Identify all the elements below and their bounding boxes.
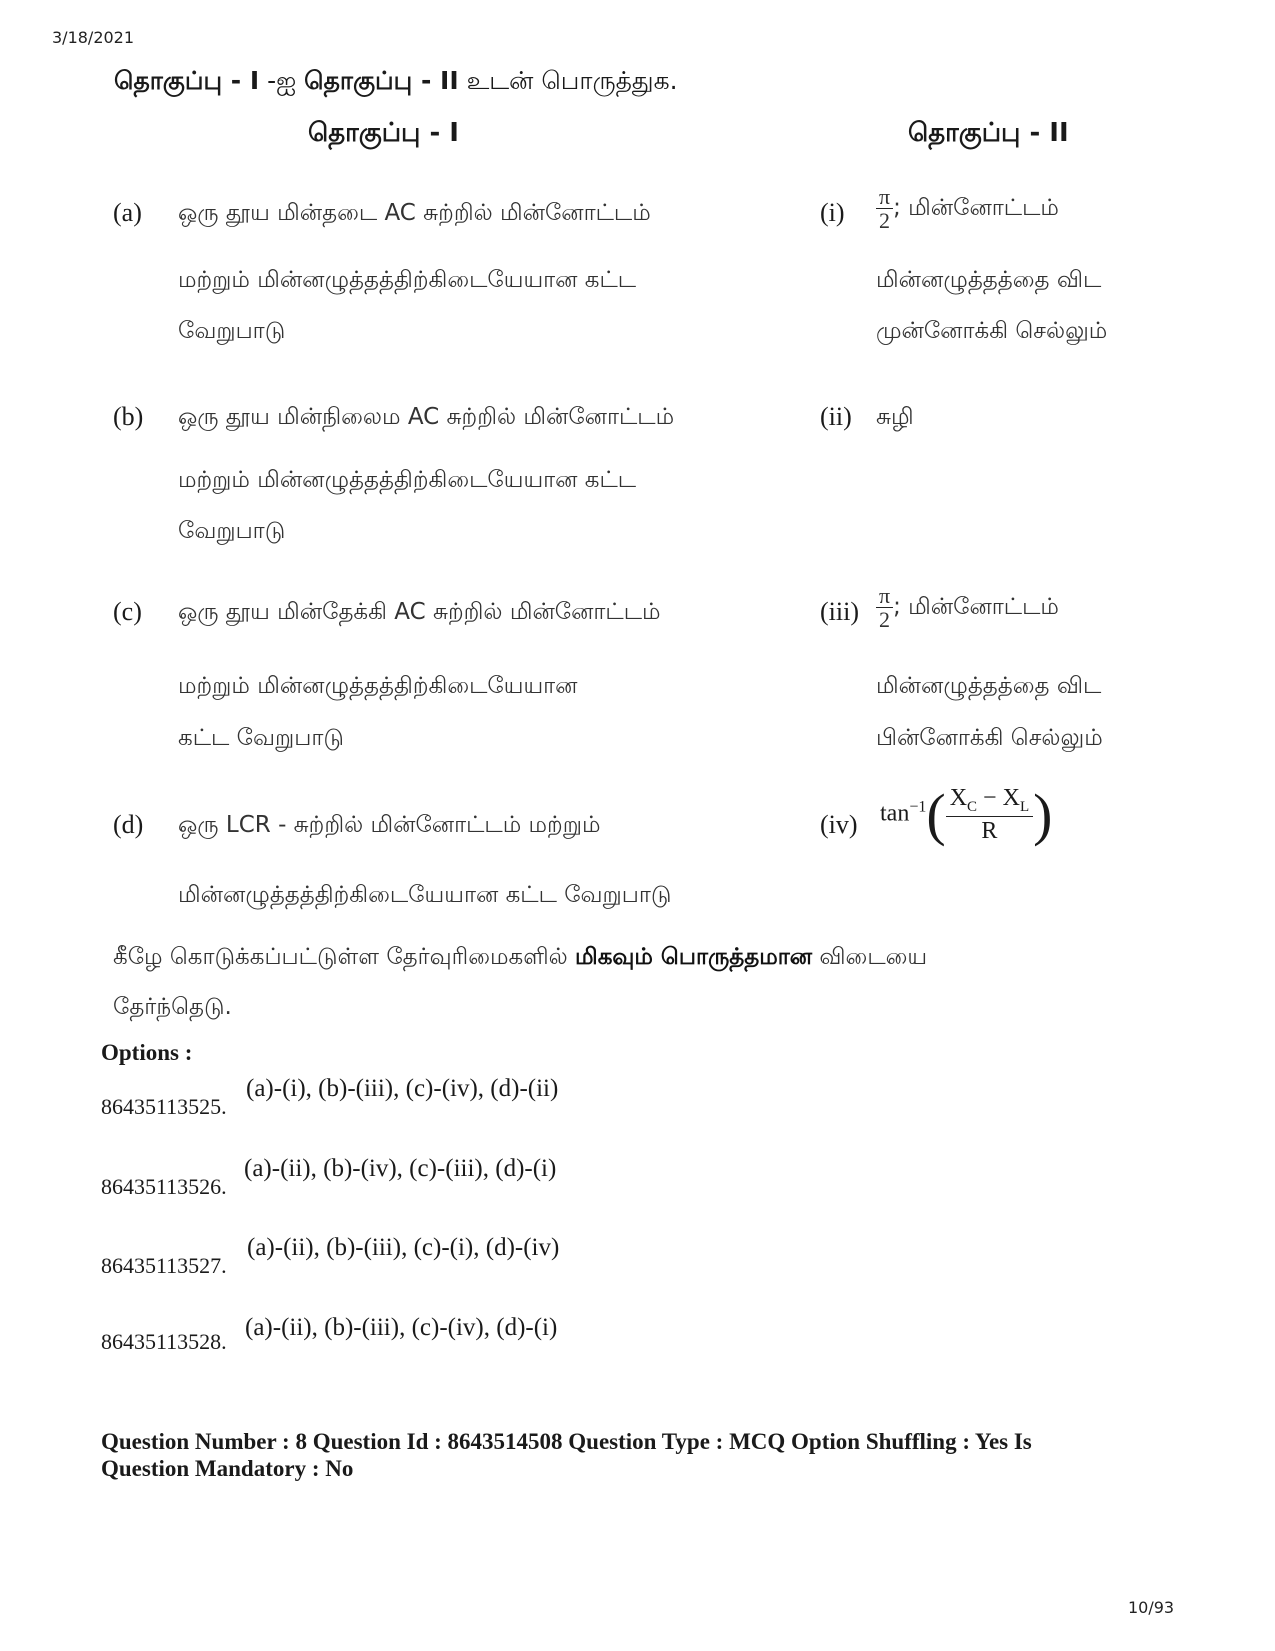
right-item-i-line: மின்னழுத்தத்தை விட	[876, 267, 1102, 293]
column-header-1: தொகுப்பு - I	[308, 118, 459, 148]
right-item-ii-label: (ii)	[820, 402, 852, 431]
option-id: 86435113526.	[101, 1174, 227, 1199]
closing-instruction-line2: தேர்ந்தெடு.	[113, 994, 232, 1020]
option-text: (a)-(ii), (b)-(iii), (c)-(i), (d)-(iv)	[247, 1234, 560, 1261]
question-metadata-line1: Question Number : 8 Question Id : 8643514508 Question Type : MCQ Option Shuffling : Yes Is	[101, 1429, 1032, 1454]
left-item-a-line: வேறுபாடு	[178, 318, 286, 344]
instruction-tail: உடன் பொருத்துக.	[458, 66, 678, 95]
left-item-d-label: (d)	[113, 810, 144, 839]
right-item-iii-line: பின்னோக்கி செல்லும்	[876, 725, 1103, 751]
instruction-connector: -ஐ	[259, 66, 305, 95]
left-item-d-line: மின்னழுத்தத்திற்கிடையேயான கட்ட வேறுபாடு	[178, 882, 672, 908]
left-item-a-line: மற்றும் மின்னழுத்தத்திற்கிடையேயான கட்ட	[178, 267, 637, 293]
left-item-a-line: ஒரு தூய மின்தடை AC சுற்றில் மின்னோட்டம்	[178, 200, 651, 226]
option-text: (a)-(i), (b)-(iii), (c)-(iv), (d)-(ii)	[246, 1075, 559, 1102]
left-item-a-label: (a)	[113, 198, 142, 227]
inverse-tan-formula: $\tan^{-1}$( $\frac{X_C - X_L}{R}$ )	[880, 781, 1053, 847]
option-text: (a)-(ii), (b)-(iii), (c)-(iv), (d)-(i)	[245, 1314, 558, 1341]
column-header-2: தொகுப்பு - II	[908, 118, 1069, 148]
print-date: 3/18/2021	[52, 28, 135, 47]
option-id: 86435113525.	[101, 1094, 227, 1119]
left-item-c-line: மற்றும் மின்னழுத்தத்திற்கிடையேயான	[178, 673, 578, 699]
right-item-i-header	[876, 185, 1059, 232]
right-item-i-line: முன்னோக்கி செல்லும்	[876, 318, 1108, 344]
right-item-iii-header	[876, 584, 1059, 631]
left-item-b-label: (b)	[113, 402, 144, 431]
left-item-c-line: ஒரு தூய மின்தேக்கி AC சுற்றில் மின்னோட்டம்	[178, 599, 661, 625]
question-metadata-line2: Question Mandatory : No	[101, 1456, 354, 1481]
question-metadata	[101, 1428, 1121, 1482]
instruction-group2: தொகுப்பு - II	[304, 66, 459, 95]
option-id: 86435113527.	[101, 1253, 227, 1278]
right-item-iii-tail: ; மின்னோட்டம்	[893, 594, 1059, 621]
pi-over-2-fraction: $\frac{\pi}{2}$	[876, 584, 893, 631]
right-item-i-label: (i)	[820, 198, 845, 227]
closing-instruction-line1: கீழே கொடுக்கப்பட்டுள்ள தேர்வுரிமைகளில் மிகவும் பொருத்தமான விடையை	[113, 944, 928, 970]
left-item-d-line: ஒரு LCR - சுற்றில் மின்னோட்டம் மற்றும்	[178, 812, 601, 838]
option-text: (a)-(ii), (b)-(iv), (c)-(iii), (d)-(i)	[244, 1155, 557, 1182]
instruction	[114, 66, 678, 99]
pi-over-2-fraction: $\frac{\pi}{2}$	[876, 185, 893, 232]
options-label: Options :	[101, 1040, 193, 1065]
left-item-b-line: ஒரு தூய மின்நிலைம AC சுற்றில் மின்னோட்டம்	[178, 404, 675, 430]
left-item-b-line: மற்றும் மின்னழுத்தத்திற்கிடையேயான கட்ட	[178, 467, 637, 493]
left-item-c-label: (c)	[113, 597, 142, 626]
instruction-group1: தொகுப்பு - I	[114, 66, 260, 95]
left-item-c-line: கட்ட வேறுபாடு	[178, 725, 344, 751]
right-item-iii-label: (iii)	[820, 597, 859, 626]
right-item-iv-label: (iv)	[820, 810, 858, 839]
left-item-b-line: வேறுபாடு	[178, 518, 286, 544]
option-id: 86435113528.	[101, 1329, 227, 1354]
right-item-i-tail: ; மின்னோட்டம்	[893, 195, 1059, 222]
page-number: 10/93	[1128, 1598, 1175, 1617]
right-item-iii-line: மின்னழுத்தத்தை விட	[876, 673, 1102, 699]
right-item-ii-text: சுழி	[876, 404, 914, 430]
